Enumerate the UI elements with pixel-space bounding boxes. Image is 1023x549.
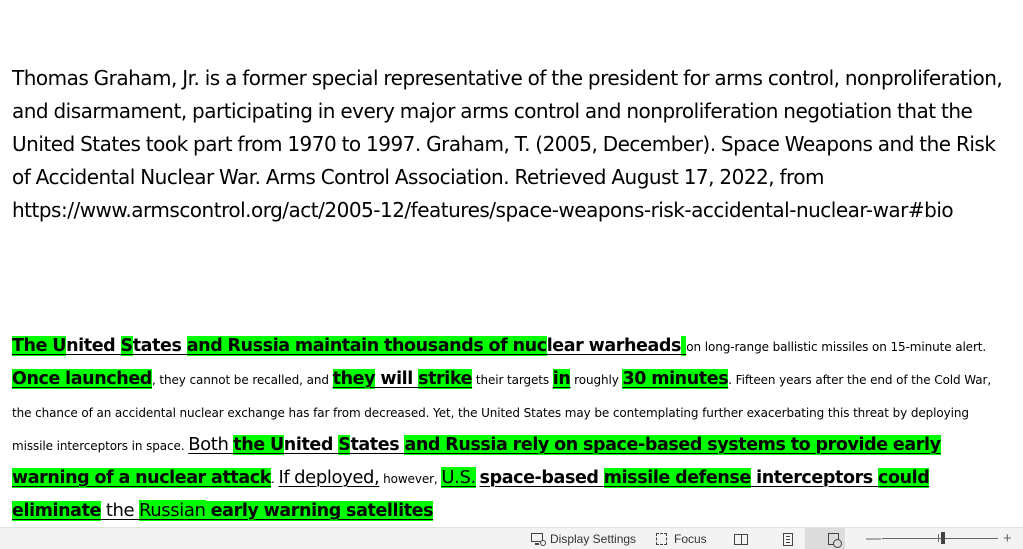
card-run: could eliminate bbox=[12, 468, 930, 521]
print-layout-icon bbox=[780, 532, 796, 546]
display-settings-label: Display Settings bbox=[550, 532, 637, 546]
card-run: and Russia rely on space-based systems to provide early warning of a nuclear attack bbox=[12, 435, 941, 488]
card-run: . Fifteen years after the end of the Cold War, the chance of an accidental nuclear exchange has far from decreased. Yet, the United States may be contemplating further exacerbating this threat by deploying missile interceptors in space. bbox=[12, 373, 992, 453]
card-run: however, bbox=[379, 472, 442, 486]
card-run: . bbox=[271, 472, 279, 486]
card-run: nited bbox=[66, 336, 121, 356]
card-run: tates bbox=[350, 435, 405, 455]
card-run: on long-range ballistic missiles on 15-minute alert. bbox=[686, 340, 987, 354]
card-run: Russian bbox=[139, 500, 206, 521]
zoom-slider-thumb[interactable] bbox=[941, 532, 945, 544]
card-run: S bbox=[120, 336, 133, 356]
focus-button[interactable] bbox=[654, 531, 707, 547]
zoom-slider-center-tick bbox=[938, 534, 939, 542]
read-mode-icon bbox=[733, 532, 749, 546]
card-run: nited bbox=[283, 435, 339, 455]
card-run: the bbox=[101, 500, 139, 521]
card-run: missile defense bbox=[603, 468, 751, 488]
card-run: their targets bbox=[472, 373, 553, 387]
zoom-slider-track[interactable] bbox=[882, 538, 998, 539]
card-run: tates bbox=[132, 336, 187, 356]
card-run: , they cannot be recalled, and bbox=[151, 373, 333, 387]
display-settings-button[interactable] bbox=[530, 531, 636, 547]
zoom-out-button[interactable]: — bbox=[866, 530, 881, 547]
card-run: lear warheads bbox=[546, 336, 682, 356]
read-mode-button[interactable] bbox=[733, 531, 749, 547]
card-run: Once launched bbox=[12, 369, 152, 389]
status-bar bbox=[0, 527, 1023, 549]
focus-icon bbox=[654, 532, 670, 546]
card-run: 30 minutes bbox=[622, 369, 729, 389]
zoom-in-button[interactable]: + bbox=[1003, 530, 1012, 547]
card-run: and Russia maintain thousands of nuc bbox=[186, 336, 547, 356]
print-layout-button[interactable] bbox=[780, 531, 796, 547]
card-run: U.S. bbox=[441, 467, 476, 488]
web-layout-button[interactable] bbox=[826, 531, 842, 547]
card-run: roughly bbox=[570, 373, 623, 387]
card-run: they bbox=[332, 369, 376, 389]
card-run: the U bbox=[233, 435, 284, 455]
card-run: interceptors bbox=[750, 468, 879, 488]
card-run: space-based bbox=[479, 468, 604, 488]
card-run: will bbox=[375, 369, 419, 389]
card-run: S bbox=[338, 435, 351, 455]
web-layout-icon bbox=[826, 532, 842, 546]
card-run: Both bbox=[188, 434, 234, 455]
card-run: If deployed, bbox=[278, 467, 380, 488]
focus-label: Focus bbox=[674, 532, 707, 546]
evidence-card-paragraph bbox=[12, 330, 1007, 527]
bio-paragraph: Thomas Graham, Jr. is a former special representative of the president for arms control, nonproliferation, and disarmament, participating in every major arms control and nonproliferation negotiation that the United States took part from 1970 to 1997. Graham, T. (2005, December). Space Weapons and the Risk of Accidental Nuclear War. Arms Control Association. Retrieved August 17, 2022, from https://www.armscontrol.org/act/2005-12/features/space-weapons-risk-accidental-nuclear-war#bio bbox=[12, 66, 1003, 222]
card-run: strike bbox=[418, 369, 473, 389]
display-settings-icon bbox=[530, 532, 546, 546]
card-run: The U bbox=[12, 336, 67, 356]
card-run: early warning satellites bbox=[205, 501, 434, 521]
card-run: in bbox=[552, 369, 571, 389]
